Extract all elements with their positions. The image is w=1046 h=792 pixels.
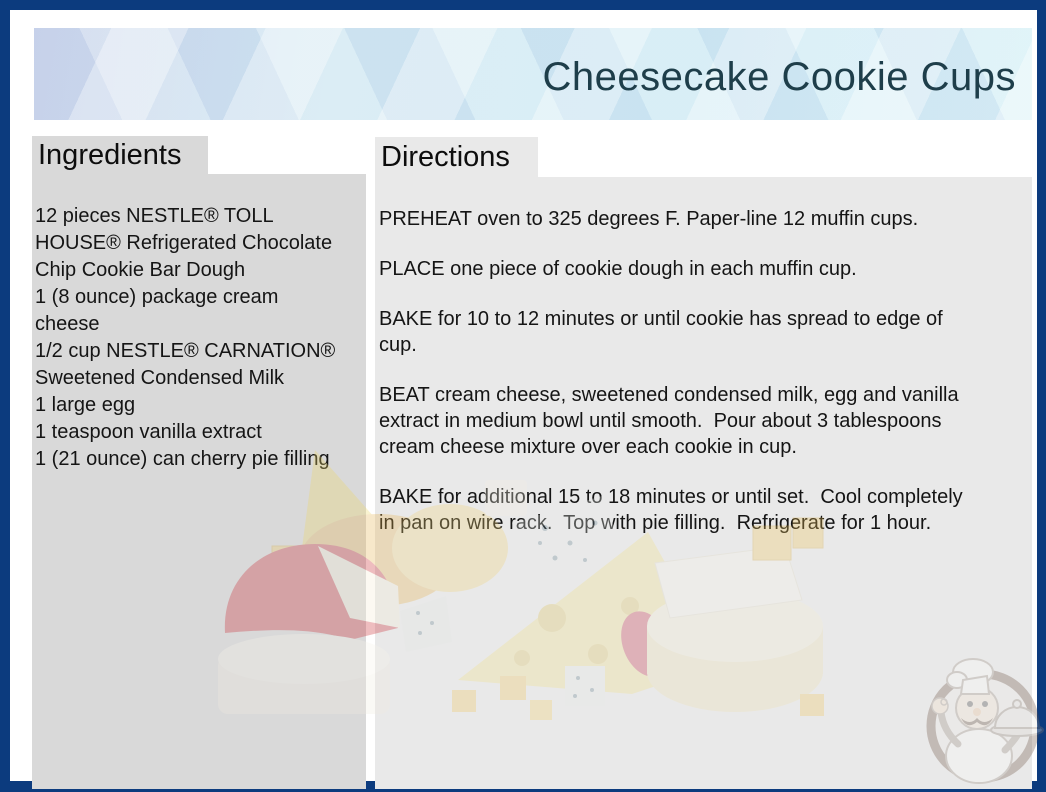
ingredient-line: 1 large egg (35, 394, 136, 416)
ingredient-line: HOUSE® Refrigerated Chocolate (35, 232, 333, 254)
ingredient-line: Sweetened Condensed Milk (35, 367, 285, 389)
ingredient-line: 1 (8 ounce) package cream (35, 286, 279, 308)
ingredient-item (35, 284, 362, 338)
direction-line: PLACE one piece of cookie dough in each muffin cup. (379, 258, 857, 280)
direction-step (379, 306, 1024, 358)
direction-line: PREHEAT oven to 325 degrees F. Paper-line 12 muffin cups. (379, 208, 919, 230)
direction-line: BAKE for additional 15 to 18 minutes or until set. Cool completely (379, 486, 963, 508)
ingredients-panel (32, 174, 366, 789)
ingredient-line: cheese (35, 313, 100, 335)
ingredient-item (35, 338, 362, 392)
page-title: Cheesecake Cookie Cups (542, 54, 1016, 99)
direction-step (379, 382, 1024, 460)
ingredient-line: 1/2 cup NESTLE® CARNATION® (35, 340, 336, 362)
directions-heading: Directions (381, 140, 510, 173)
direction-line: extract in medium bowl until smooth. Pour about 3 tablespoons (379, 410, 942, 432)
ingredient-line: 12 pieces NESTLE® TOLL (35, 205, 274, 227)
ingredient-item (35, 419, 362, 446)
directions-panel (375, 177, 1032, 789)
direction-line: BAKE for 10 to 12 minutes or until cookie has spread to edge of (379, 308, 943, 330)
ingredients-heading-box (32, 136, 208, 174)
ingredient-line: Chip Cookie Bar Dough (35, 259, 246, 281)
directions-heading-box (375, 137, 538, 177)
ingredient-item (35, 203, 362, 284)
direction-line: BEAT cream cheese, sweetened condensed milk, egg and vanilla (379, 384, 959, 406)
direction-step (379, 206, 1024, 232)
direction-step (379, 256, 1024, 282)
header-banner (34, 28, 1032, 120)
ingredients-heading: Ingredients (38, 138, 182, 171)
ingredient-line: 1 (21 ounce) can cherry pie filling (35, 448, 330, 470)
page-background (10, 10, 1037, 781)
direction-line: cup. (379, 334, 417, 356)
direction-line: cream cheese mixture over each cookie in cup. (379, 436, 797, 458)
direction-line: in pan on wire rack. Top with pie filling. Refrigerate for 1 hour. (379, 512, 932, 534)
ingredient-item (35, 446, 362, 473)
direction-step (379, 484, 1024, 536)
ingredient-line: 1 teaspoon vanilla extract (35, 421, 262, 443)
ingredient-item (35, 392, 362, 419)
